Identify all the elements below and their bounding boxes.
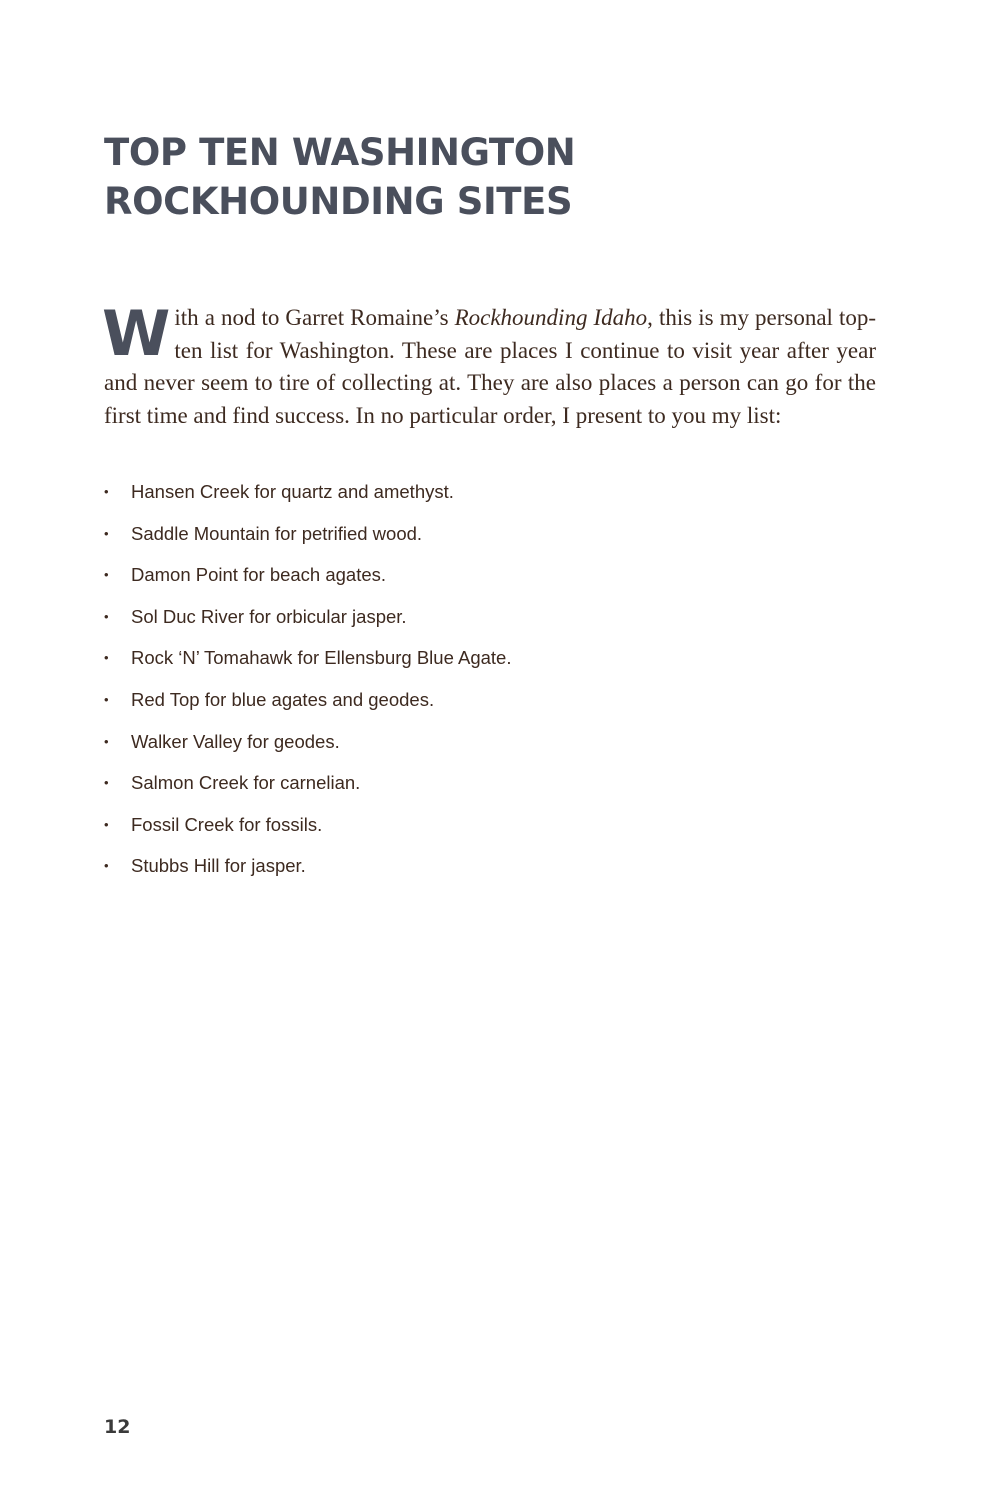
list-item [104, 603, 511, 645]
list-item-text: Saddle Mountain for petrified wood. [131, 522, 423, 544]
list-item-text: Hansen Creek for quartz and amethyst. [131, 481, 454, 502]
bullet-icon: • [104, 816, 109, 832]
bullet-icon: • [104, 733, 109, 749]
title-line-2: ROCKHOUNDING SITES [104, 180, 573, 223]
list-item-text: Stubbs Hill for jasper. [131, 855, 306, 877]
intro-text-start: ith a nod to Garret Romaine’s [174, 305, 455, 330]
intro-text-end: , this is my personal top-ten list for Washington. These are places I continue to visit year after year and never seem to tire of collecting at. They are also places a person can go for the first time and find success. In no particular order, I present to you my list: [104, 305, 877, 428]
list-item-text: Walker Valley for geodes. [131, 730, 340, 752]
bullet-icon: • [104, 775, 109, 791]
bullet-icon: • [104, 858, 109, 874]
bullet-icon: • [104, 525, 109, 541]
drop-cap: W [102, 297, 171, 370]
list-item-text: Salmon Creek for carnelian. [131, 772, 361, 794]
rockhounding-sites-list [104, 478, 511, 894]
list-item [104, 644, 511, 686]
list-item [104, 478, 511, 520]
list-item [104, 561, 511, 603]
page-number: 12 [104, 1416, 131, 1438]
bullet-icon: • [104, 484, 109, 499]
list-item-text: Fossil Creek for fossils. [131, 813, 323, 835]
list-item-text: Sol Duc River for orbicular jasper. [131, 605, 407, 627]
title-line-1: TOP TEN WASHINGTON [104, 131, 576, 174]
list-item-text: Rock ‘N’ Tomahawk for Ellensburg Blue Agate. [131, 647, 512, 669]
page-title [104, 128, 804, 226]
bullet-icon: • [104, 691, 109, 707]
list-item [104, 811, 511, 853]
intro-paragraph [102, 297, 877, 432]
bullet-icon: • [104, 567, 109, 583]
list-item [104, 728, 511, 770]
book-title-italic: Rockhounding Idaho [454, 305, 648, 330]
list-item [104, 852, 511, 894]
bullet-icon: • [104, 608, 109, 624]
list-item [104, 520, 511, 562]
list-item [104, 686, 511, 728]
list-item-text: Damon Point for beach agates. [131, 564, 387, 586]
bullet-icon: • [104, 650, 109, 666]
list-item-text: Red Top for blue agates and geodes. [131, 688, 435, 710]
list-item [104, 769, 511, 811]
